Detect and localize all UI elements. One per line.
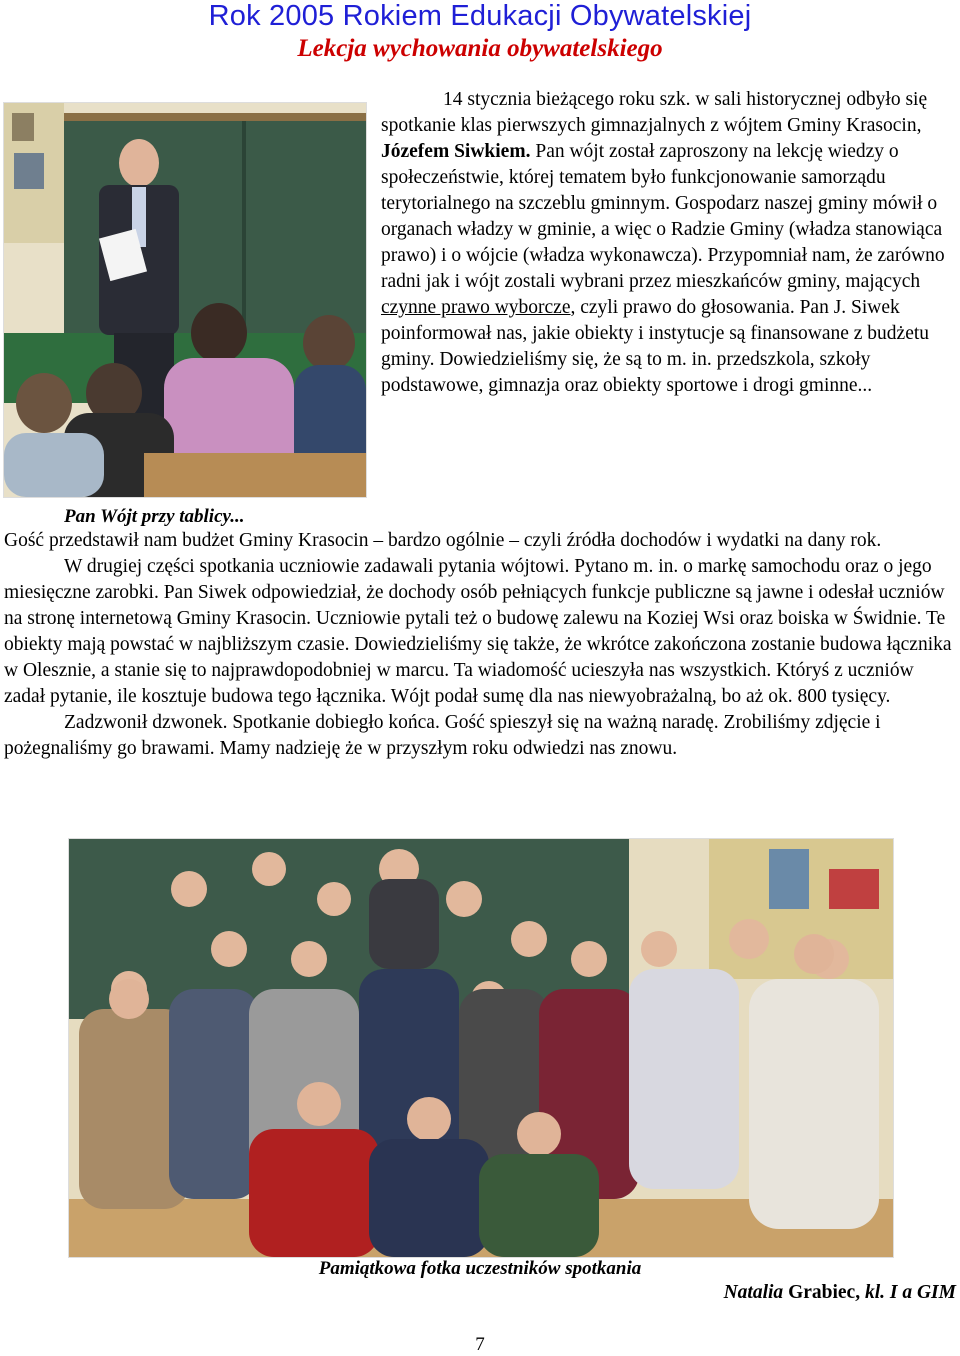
photo-group-participants [68, 838, 894, 1258]
intro-text-part-a: 14 stycznia bieżącego roku szk. w sali historycznej odbyło się spotkanie klas pierwszych gimnazjalnych z wójtem Gminy Krasocin, [381, 89, 928, 136]
mayor-name: Józefem Siwkiem. [381, 141, 531, 162]
body-paragraph-1: Gość przedstawił nam budżet Gminy Krasocin – bardzo ogólnie – czyli źródła dochodów i wydatki na dany rok. [4, 530, 882, 551]
page-title: Rok 2005 Rokiem Edukacji Obywatelskiej [208, 0, 752, 32]
intro-article-text [381, 87, 959, 399]
body-paragraph-3: Zadzwonił dzwonek. Spotkanie dobiegło końca. Gość spieszył się na ważną naradę. Zrobiliśmy zdjęcie i pożegnaliśmy go brawami. Mamy nadzieję że w przyszłym roku odwiedzi nas znowu. [4, 712, 881, 759]
page-number: 7 [475, 1334, 485, 1355]
intro-text-part-b: Pan wójt został zaproszony na lekcję wiedzy o społeczeństwie, której tematem było funkcjonowanie samorządu terytorialnego na szczeblu gminnym. Gospodarz naszej gminy mówił o organach władzy w gminie, a więc o Radzie Gminy (władza stanowiąca prawo) i o wójcie (władza wykonawcza). Przypomniał nam, że zarówno radni jak i wójt zostali wybrani przez mieszkańców gminy, mających [381, 141, 945, 292]
body-paragraph-2: W drugiej części spotkania uczniowie zadawali pytania wójtowi. Pytano m. in. o markę samochodu oraz o jego miesięczne zarobki. Pan Siwek odpowiedział, że dochody osób pełniących funkcje publiczne są jawne i odesłał uczniów na stronę internetową Gminy Krasocin. Uczniowie pytali też o budowę zalewu na Koziej Wsi oraz boiska w Świdnie. Te obiekty mają powstać w najbliższym czasie. Dowiedzieliśmy się także, że wkrótce zakończona zostanie budowa łącznika w Olesznie, a stanie się to najprawdopodobniej w marcu. Ta wiadomość ucieszyła nas wszystkich. Któryś z uczniów zadał pytanie, ile kosztuje budowa tego łącznika. Wójt podał sumę dla nas niewyobrażalną, bo aż ok. 800 tysięcy. [4, 556, 952, 707]
photo2-caption: Pamiątkowa fotka uczestników spotkania [318, 1258, 642, 1279]
page-subtitle: Lekcja wychowania obywatelskiego [297, 35, 663, 62]
voting-rights-term: czynne prawo wyborcze [381, 297, 571, 318]
photo1-caption: Pan Wójt przy tablicy... [64, 506, 245, 527]
author-first-name: Natalia [723, 1282, 784, 1303]
intro-text-part-c: , czyli prawo do głosowania. Pan J. Siwek poinformował nas, jakie obiekty i instytucje są finansowane z budżetu gminy. Dowiedzieliśmy się, że są to m. in. przedszkola, szkoły podstawowe, gimnazja oraz obiekty sportowe i drogi gminne... [381, 297, 930, 396]
article-author [724, 1281, 956, 1305]
photo-wojt-at-blackboard [3, 102, 367, 498]
author-last-name: Grabiec, [783, 1282, 865, 1303]
author-class: kl. I a GIM [864, 1282, 956, 1303]
article-body [4, 528, 956, 762]
